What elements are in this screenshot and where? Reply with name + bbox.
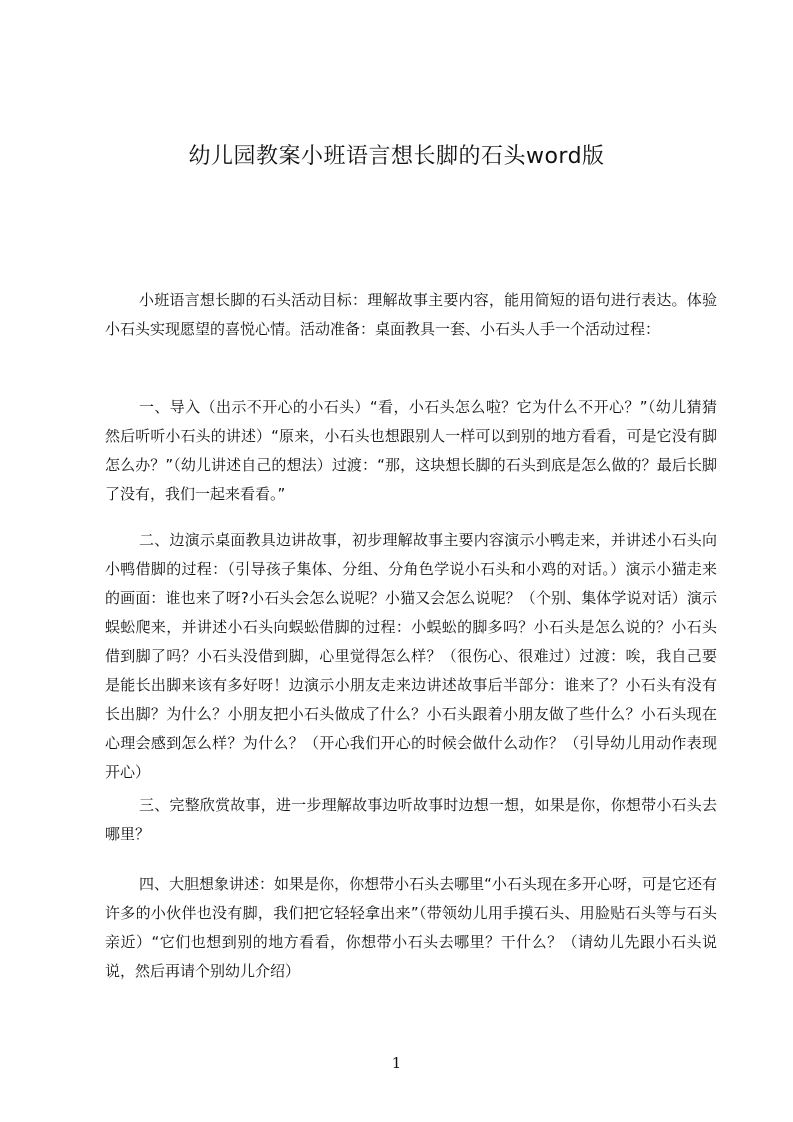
paragraph-step-2: 二、边演示桌面教具边讲故事，初步理解故事主要内容演示小鸭走来，并讲述小石头向小鸭借脚的过程：（引导孩子集体、分组、分角色学说小石头和小鸡的对话。）演示小猫走来的画面：谁也来了呀?小石头会怎么说呢？小猫又会怎么说呢？（个别、集体学说对话）演示蜈蚣爬来，并讲述小石头向蜈蚣借脚的过程：小蜈蚣的脚多吗？小石头是怎么说的？小石头借到脚了吗？小石头没借到脚，心里觉得怎么样？（很伤心、很难过）过渡：唉，我自己要是能长出脚来该有多好呀！边演示小朋友走来边讲述故事后半部分：谁来了？小石头有没有长出脚？为什么？小朋友把小石头做成了什么？小石头跟着小朋友做了些什么？小石头现在心理会感到怎么样？为什么？（开心我们开心的时候会做什么动作？（引导幼儿用动作表现开心） (105, 531, 717, 781)
paragraph-step-1: 一、导入（出示不开心的小石头）“看，小石头怎么啦？它为什么不开心？”（幼儿猜猜然后听听小石头的讲述）“原来，小石头也想跟别人一样可以到别的地方看看，可是它没有脚怎么办？”（幼儿讲述自己的想法）过渡：“那，这块想长脚的石头到底是怎么做的？最后长脚了没有，我们一起来看看。” (105, 398, 717, 503)
paragraph-step-4: 四、大胆想象讲述：如果是你，你想带小石头去哪里“小石头现在多开心呀，可是它还有许多的小伙伴也没有脚，我们把它轻轻拿出来”（带领幼儿用手摸石头、用脸贴石头等与石头亲近）“它们也想到别的地方看看，你想带小石头去哪里？干什么？（请幼儿先跟小石头说说，然后再请个别幼儿介绍） (105, 875, 717, 980)
page-title: 幼儿园教案小班语言想长脚的石头word版 (188, 144, 605, 169)
paragraph-intro: 小班语言想长脚的石头活动目标：理解故事主要内容，能用简短的语句进行表达。体验小石头实现愿望的喜悦心情。活动准备：桌面教具一套、小石头人手一个活动过程： (105, 291, 717, 338)
page-number: 1 (391, 1054, 402, 1072)
paragraph-step-3: 三、完整欣赏故事，进一步理解故事边听故事时边想一想，如果是你，你想带小石头去哪里？ (105, 796, 717, 843)
